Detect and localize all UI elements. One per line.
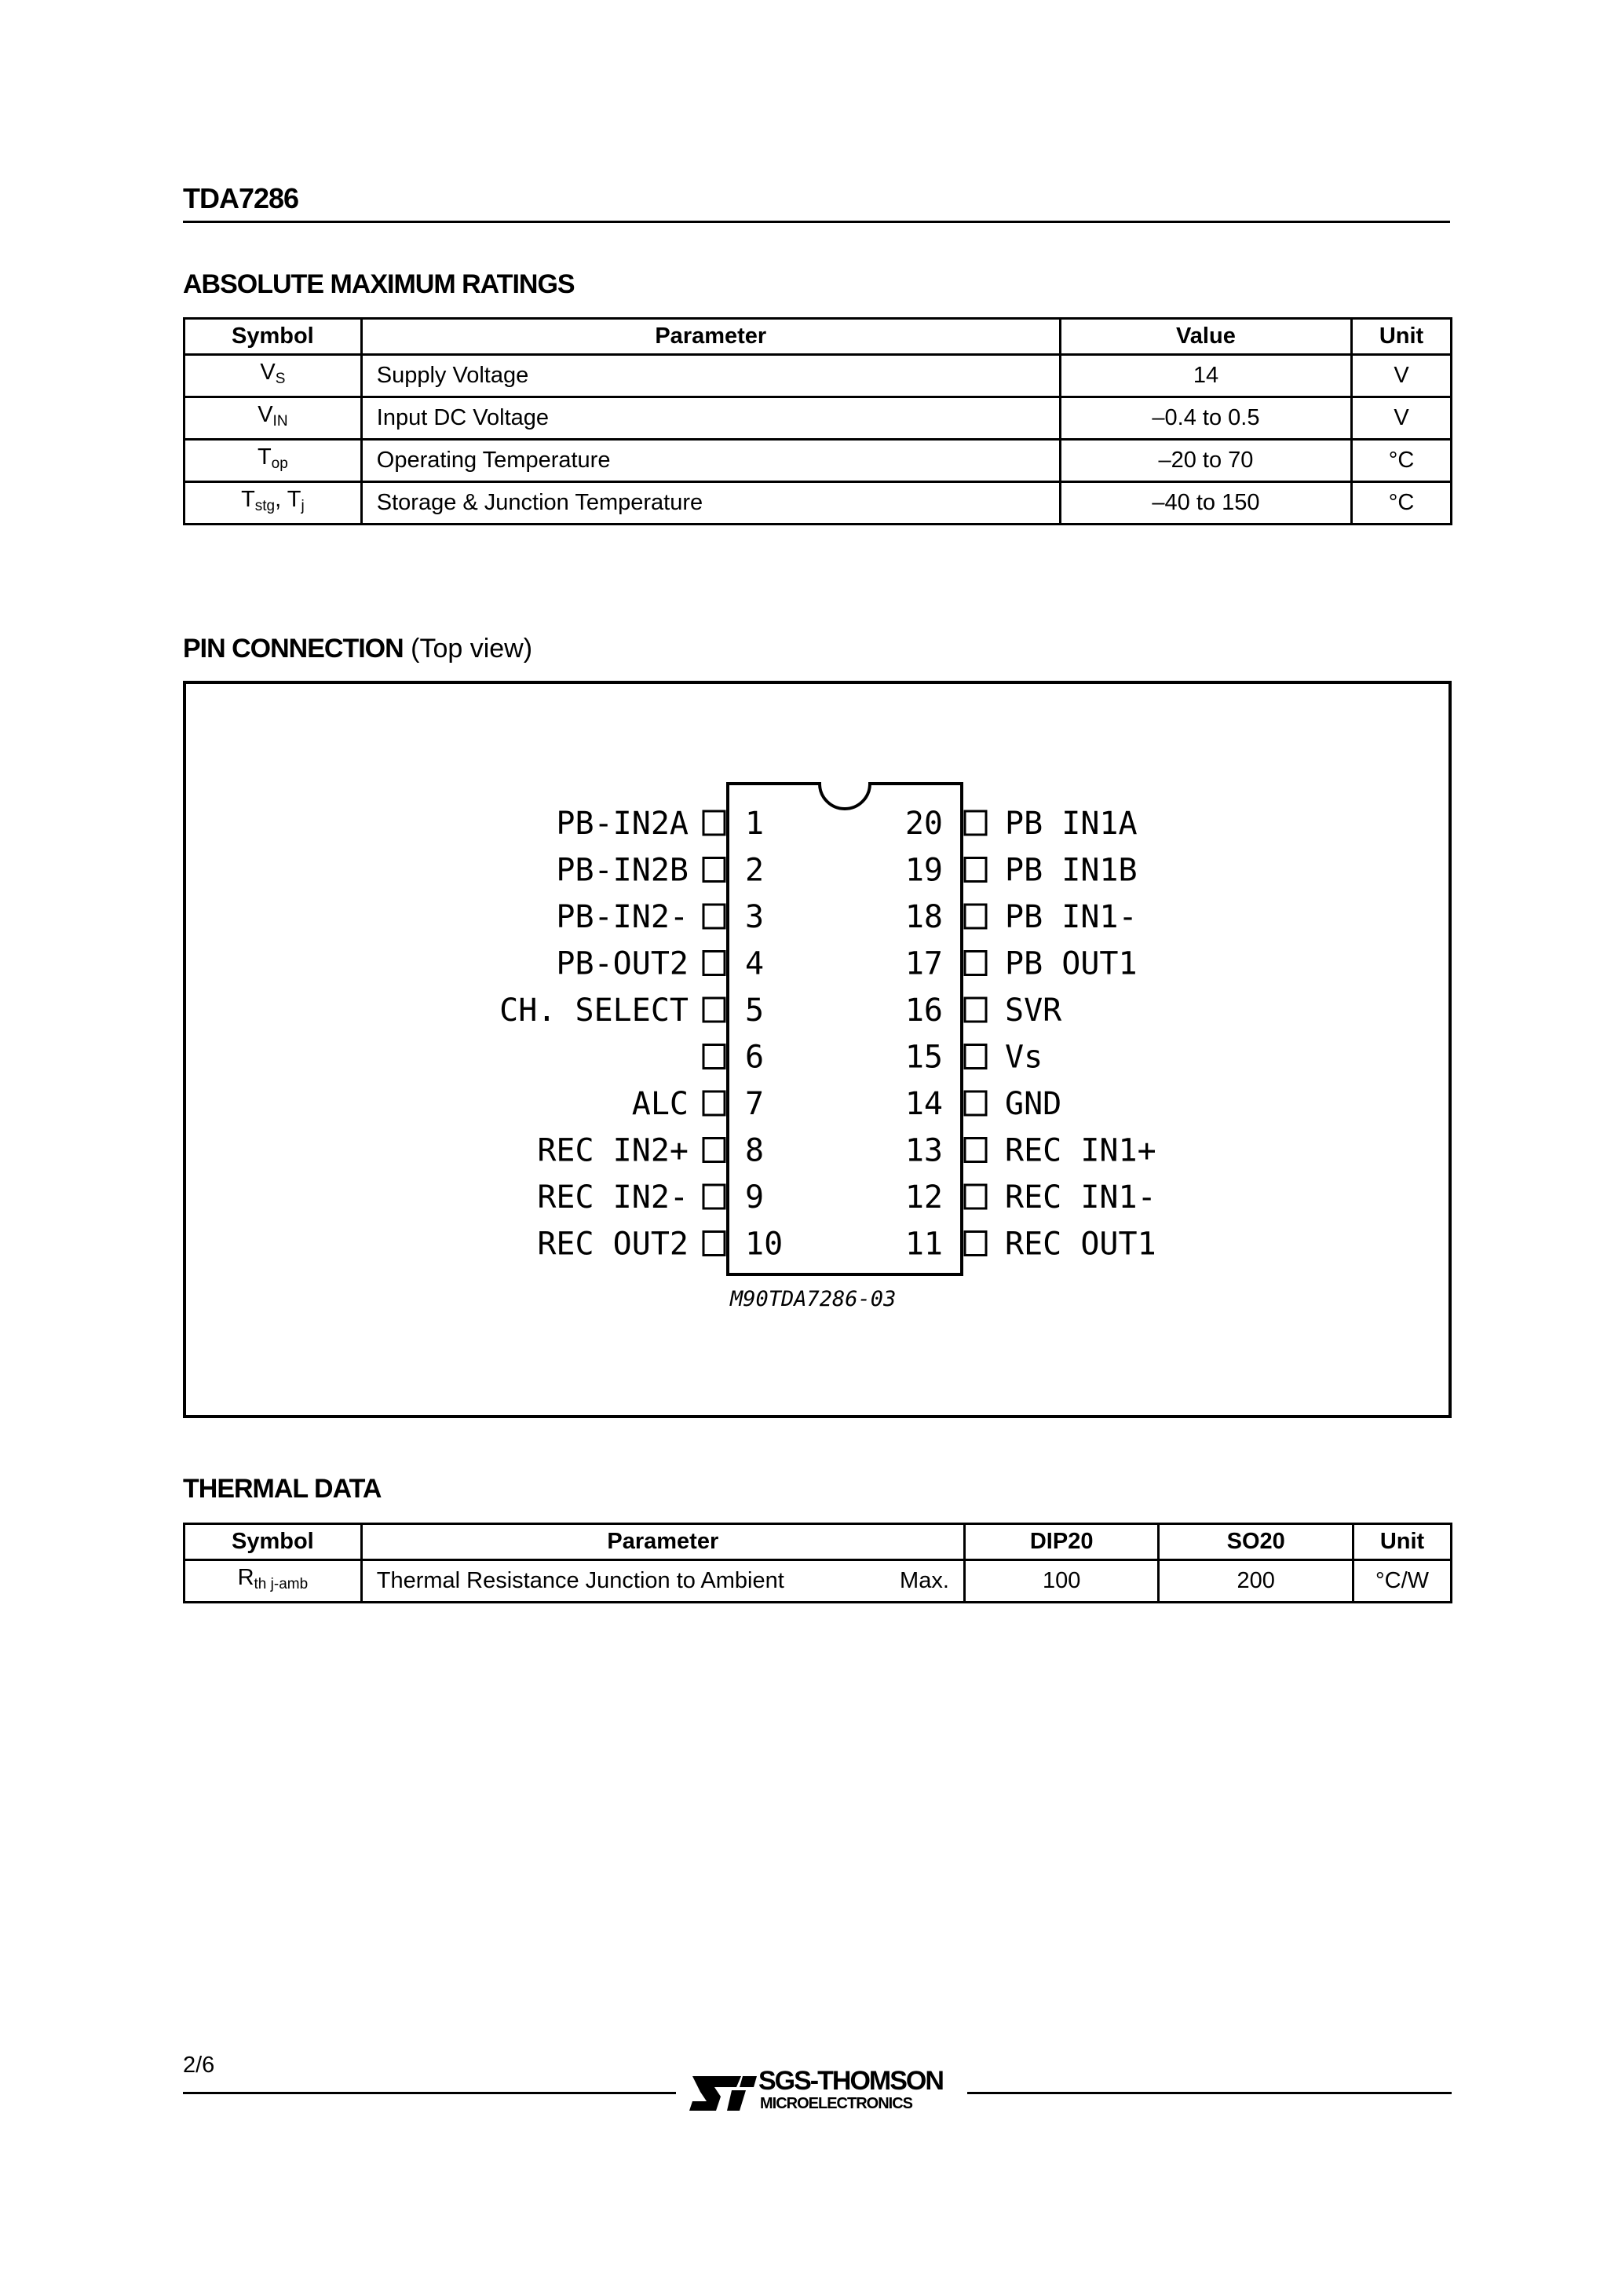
pin-number: 15 <box>904 1039 943 1076</box>
pin-pad <box>703 1045 725 1069</box>
unit-cell: °C/W <box>1353 1560 1452 1603</box>
pin-number: 6 <box>745 1039 765 1076</box>
footer-rule-left <box>183 2092 676 2094</box>
thermal-col-symbol: Symbol <box>184 1524 362 1560</box>
symbol-subscript: S <box>275 371 286 387</box>
pin-number: 7 <box>745 1086 765 1122</box>
pin-connection-heading-bold: PIN CONNECTION <box>183 634 404 664</box>
brand-name: SGS-THOMSON <box>758 2066 943 2096</box>
pin-label: PB IN1A <box>1005 806 1138 842</box>
pin-label: PB OUT1 <box>1005 945 1138 982</box>
ratings-heading: ABSOLUTE MAXIMUM RATINGS <box>183 269 575 299</box>
pin-label: SVR <box>1005 993 1062 1029</box>
thermal-header-row <box>184 1524 1452 1560</box>
pin-pad <box>703 858 725 882</box>
ratings-col-unit: Unit <box>1352 319 1452 355</box>
pin-connection-heading-view: (Top view) <box>403 634 533 664</box>
pin-number: 12 <box>904 1179 943 1216</box>
brand-subtitle: MICROELECTRONICS <box>760 2095 912 2112</box>
value-cell: –40 to 150 <box>1060 482 1351 525</box>
symbol-main: V <box>260 360 276 385</box>
pin-number: 3 <box>745 899 765 935</box>
pin-pad <box>703 1185 725 1208</box>
pin-label: ALC <box>631 1086 689 1122</box>
pin-label: REC IN2- <box>537 1179 689 1216</box>
pin-number: 14 <box>904 1086 943 1122</box>
ratings-col-symbol: Symbol <box>184 319 362 355</box>
unit-cell: °C <box>1352 482 1452 525</box>
thermal-col-unit: Unit <box>1353 1524 1452 1560</box>
drawing-code: M90TDA7286-03 <box>730 1287 897 1311</box>
unit-cell: V <box>1352 397 1452 440</box>
thermal-col-dip20: DIP20 <box>964 1524 1159 1560</box>
thermal-table <box>183 1523 1452 1603</box>
symbol-subscript: stg <box>254 498 276 514</box>
pin-number: 20 <box>904 806 943 842</box>
parameter-cell: Supply Voltage <box>361 355 1060 397</box>
pin-number: 19 <box>904 852 943 889</box>
pin-pad <box>965 1091 986 1115</box>
footer-rule-right <box>967 2092 1452 2094</box>
pin-pad <box>703 1232 725 1256</box>
table-row <box>184 440 1452 482</box>
pin-number: 4 <box>745 945 765 982</box>
parameter-cell: Operating Temperature <box>361 440 1060 482</box>
table-row <box>184 482 1452 525</box>
pin-connection-heading <box>183 634 532 664</box>
pin-pad <box>965 1232 986 1256</box>
pin-label: PB-OUT2 <box>556 945 689 982</box>
pin-pad <box>703 811 725 835</box>
ratings-col-parameter: Parameter <box>361 319 1060 355</box>
unit-cell: °C <box>1352 440 1452 482</box>
symbol-cell <box>184 355 362 397</box>
pin-pad <box>703 905 725 928</box>
table-row <box>184 355 1452 397</box>
pin-number: 18 <box>904 899 943 935</box>
symbol-main: R <box>237 1565 254 1590</box>
ratings-table <box>183 317 1452 525</box>
pin-label: CH. SELECT <box>499 993 689 1029</box>
pin-pad <box>703 1139 725 1162</box>
thermal-heading: THERMAL DATA <box>183 1474 382 1504</box>
page-title: TDA7286 <box>183 182 299 214</box>
ratings-col-value: Value <box>1060 319 1351 355</box>
pin-pad <box>965 1139 986 1162</box>
symbol-tail: , T <box>275 487 301 512</box>
pin-label: REC IN1- <box>1005 1179 1156 1216</box>
so20-cell: 200 <box>1159 1560 1353 1603</box>
limit-label: Max. <box>900 1568 949 1593</box>
pin-pad <box>965 1045 986 1069</box>
pin-number: 11 <box>904 1226 943 1263</box>
value-cell: 14 <box>1060 355 1351 397</box>
pin-number: 9 <box>745 1179 765 1216</box>
pin-pad <box>703 1091 725 1115</box>
thermal-col-so20: SO20 <box>1159 1524 1353 1560</box>
symbol-main: V <box>258 402 273 427</box>
pin-label: REC OUT1 <box>1005 1226 1156 1263</box>
symbol-tail-subscript: j <box>301 498 305 514</box>
pin-pad <box>703 952 725 975</box>
ratings-header-row <box>184 319 1452 355</box>
pin-number: 17 <box>904 945 943 982</box>
pin-label: PB IN1- <box>1005 899 1138 935</box>
pin-number: 13 <box>904 1132 943 1169</box>
page-number: 2/6 <box>183 2053 215 2078</box>
pin-pad <box>965 952 986 975</box>
header-rule <box>183 221 1450 223</box>
pin-number: 10 <box>745 1226 784 1263</box>
symbol-main: T <box>257 444 272 470</box>
thermal-col-parameter: Parameter <box>361 1524 964 1560</box>
pin-label: REC IN2+ <box>537 1132 689 1169</box>
dip20-cell: 100 <box>964 1560 1159 1603</box>
symbol-cell <box>184 1560 362 1603</box>
unit-cell: V <box>1352 355 1452 397</box>
symbol-cell <box>184 440 362 482</box>
pin-label: PB IN1B <box>1005 852 1138 889</box>
pin-label: REC IN1+ <box>1005 1132 1156 1169</box>
pin-pad <box>965 905 986 928</box>
value-cell: –0.4 to 0.5 <box>1060 397 1351 440</box>
pin-pad <box>965 1185 986 1208</box>
pin-pad <box>703 998 725 1022</box>
pin-number: 8 <box>745 1132 765 1169</box>
pin-diagram <box>186 684 1448 1415</box>
symbol-subscript: IN <box>272 413 288 430</box>
table-row <box>184 397 1452 440</box>
pin-label: Vs <box>1005 1039 1043 1076</box>
parameter-cell: Storage & Junction Temperature <box>361 482 1060 525</box>
symbol-subscript: op <box>271 455 288 472</box>
parameter-cell <box>361 1560 964 1603</box>
pin-number: 16 <box>904 993 943 1029</box>
parameter-text: Thermal Resistance Junction to Ambient <box>376 1568 784 1593</box>
symbol-cell <box>184 482 362 525</box>
table-row <box>184 1560 1452 1603</box>
pin-label: REC OUT2 <box>537 1226 689 1263</box>
pin-number: 2 <box>745 852 765 889</box>
symbol-cell <box>184 397 362 440</box>
symbol-main: T <box>241 487 255 512</box>
pin-pad <box>965 811 986 835</box>
pin-label: PB-IN2A <box>556 806 689 842</box>
parameter-cell: Input DC Voltage <box>361 397 1060 440</box>
pin-label: GND <box>1005 1086 1062 1122</box>
pin-label: PB-IN2- <box>556 899 689 935</box>
pin-pad <box>965 998 986 1022</box>
symbol-subscript: th j-amb <box>254 1576 309 1592</box>
pin-number: 5 <box>745 993 765 1029</box>
pin-number: 1 <box>745 806 765 842</box>
pin-pad <box>965 858 986 882</box>
pin-label: PB-IN2B <box>556 852 689 889</box>
value-cell: –20 to 70 <box>1060 440 1351 482</box>
pin-connection-frame <box>183 681 1452 1418</box>
